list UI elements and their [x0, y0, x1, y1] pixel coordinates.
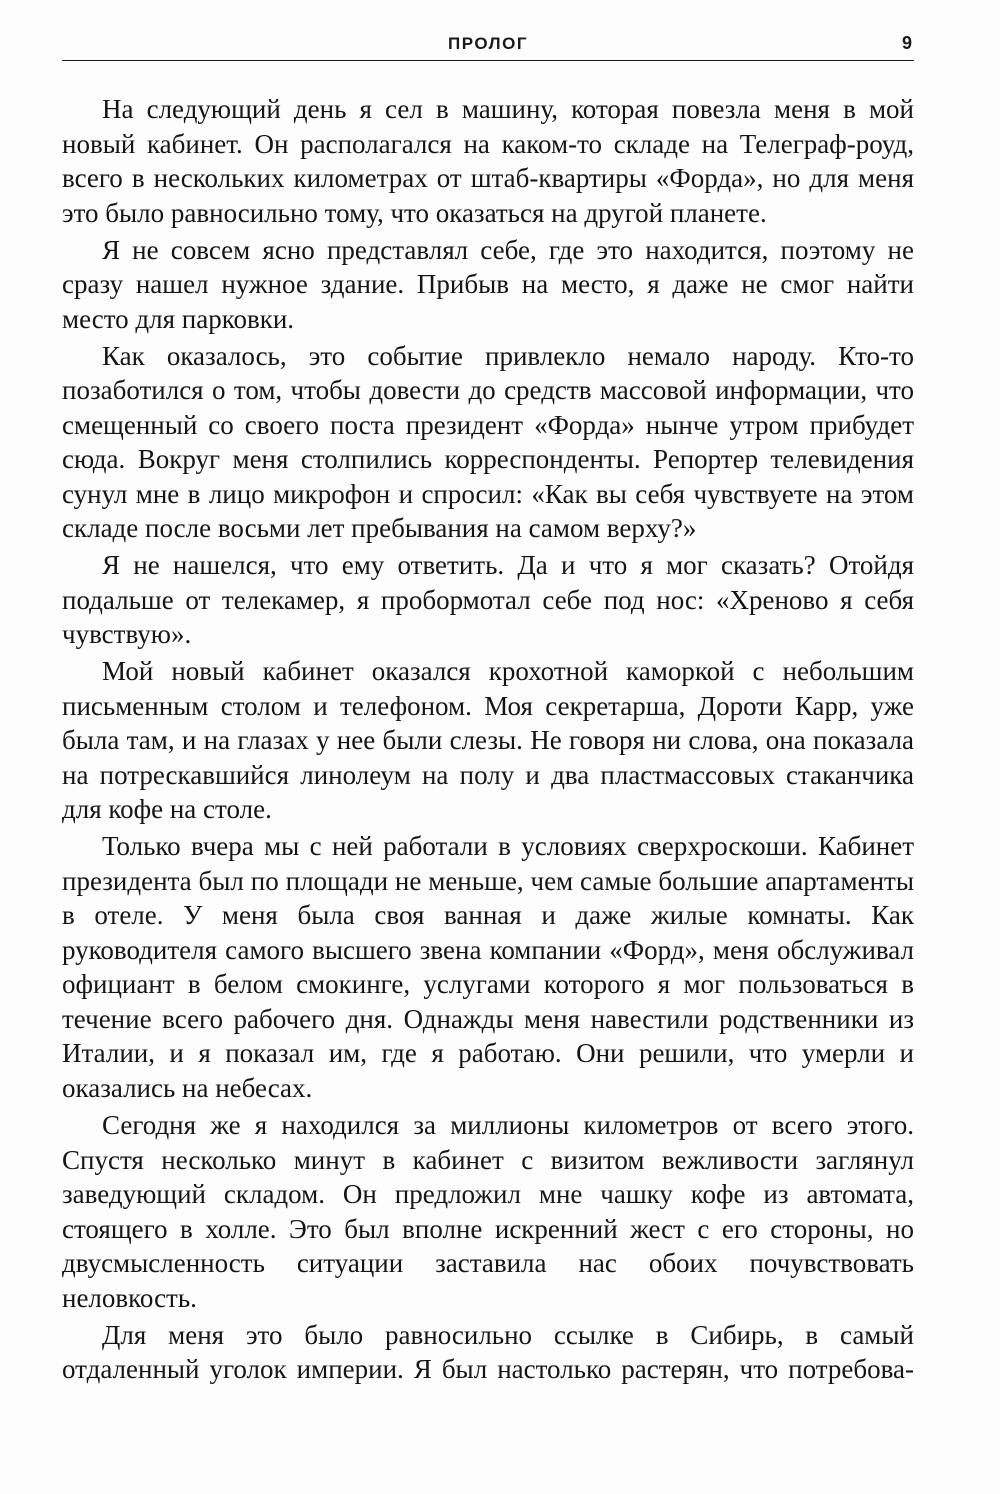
paragraph-7: Сегодня же я находился за миллионы километров от всего этого. Спустя несколько минут в кабинет с визитом вежливости заглянул заведующий складом. Он предложил мне чашку кофе из автомата, стоящего в холле. Это был вполне искренний жест с его стороны, но двусмысленность ситуации заставила нас обоих почувствовать неловкость.	[62, 1110, 914, 1313]
paragraph-5: Мой новый кабинет оказался крохотной каморкой с небольшим письменным столом и телефоном. Моя секретарша, Дороти Карр, уже была там, и на глазах у нее были слезы. Не говоря ни слова, она показала на потрескавшийся линолеум на полу и два пластмассовых стаканчика для кофе на столе.	[62, 656, 914, 825]
header-rule	[62, 60, 914, 61]
running-header	[62, 30, 914, 58]
paragraph-8: Для меня это было равносильно ссылке в Сибирь, в самый отдаленный уголок империи. Я был настолько растерян, что потребова-	[62, 1319, 914, 1385]
page-number: 9	[901, 33, 912, 53]
paragraph-1: На следующий день я сел в машину, которая повезла меня в мой новый кабинет. Он располагался на каком-то складе на Телеграф-роуд, всего в нескольких километрах от штаб-квартиры «Форда», но для меня это было равносильно тому, что оказаться на другой планете.	[62, 94, 914, 228]
paragraph-3: Как оказалось, это событие привлекло немало народу. Кто-то позаботился о том, чтобы довести до средств массовой информации, что смещенный со своего поста президент «Форда» нынче утром прибудет сюда. Вокруг меня столпились корреспонденты. Репортер телевидения сунул мне в лицо микрофон и спросил: «Как вы себя чувствуете на этом складе после восьми лет пребывания на самом верху?»	[62, 340, 914, 544]
section-title: ПРОЛОГ	[448, 34, 528, 53]
body-text	[62, 92, 914, 1389]
paragraph-4: Я не нашелся, что ему ответить. Да и что я мог сказать? Отойдя подальше от телекамер, я пробормотал себе под нос: «Хреново я себя чувствую».	[62, 550, 914, 650]
paragraph-6: Только вчера мы с ней работали в условиях сверхроскоши. Кабинет президента был по площади не меньше, чем самые большие апартаменты в отеле. У меня была своя ванная и даже жилые комнаты. Как руководителя самого высшего звена компании «Форд», меня обслуживал официант в белом смокинге, услугами которого я мог пользоваться в течение всего рабочего дня. Однажды меня навестили родственники из Италии, и я показал им, где я работаю. Они решили, что умерли и оказались на небесах.	[62, 831, 914, 1103]
paragraph-2: Я не совсем ясно представлял себе, где это находится, поэтому не сразу нашел нужное здание. Прибыв на место, я даже не смог найти место для парковки.	[62, 234, 914, 334]
